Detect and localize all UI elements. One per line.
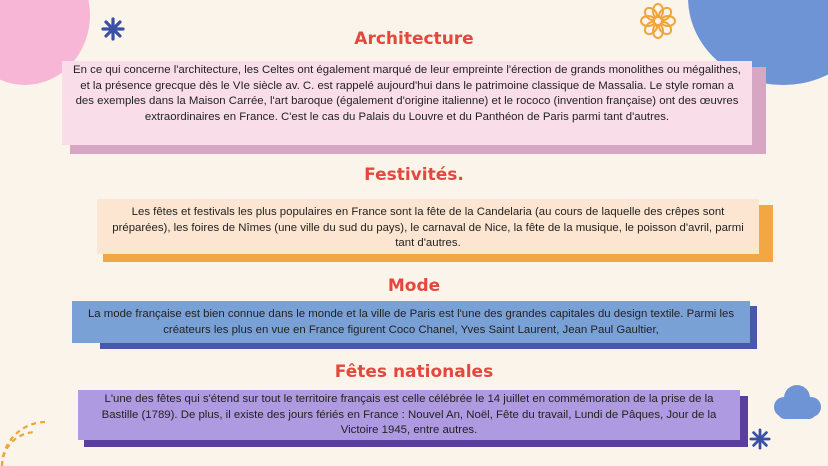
festivites-text-box: Les fêtes et festivals les plus populaires en France sont la fête de la Candelaria (au cours de laquelle des crêpes sont préparées), les foires de Nîmes (une ville du sud du pays), le carnaval de Nice, la fête de la musique, le poisson d'avril, parmi tant d'autres. [97, 199, 759, 254]
mode-text-box: La mode française est bien connue dans le monde et la ville de Paris est l'une des grandes capitales du design textile. Parmi les créateurs les plus en vue en France figurent Coco Chanel, Yves Saint Laurent, Jean Paul Gaultier, [72, 301, 750, 343]
heading-architecture: Architecture [354, 29, 474, 49]
fetes-nationales-text-box: L'une des fêtes qui s'étend sur tout le territoire français est celle célébrée le 14 juillet en commémoration de la prise de la Bastille (1789). De plus, il existe des jours fériés en France : Nouvel An, Noël, Fête du travail, Lundi de Pâques, Jour de la Victoire 1945, entre autres. [78, 390, 740, 440]
heading-festivites: Festivités. [364, 165, 464, 185]
architecture-text-box: En ce qui concerne l'architecture, les Celtes ont également marqué de leur empreinte l'érection de grands monolithes ou mégalithes, et la présence grecque dès le VIe siècle av. C. est rappelé aujourd'hui dans le patrimoine classique de Massalia. Le style roman a des exemples dans la Maison Carrée, l'art baroque (également d'origine italienne) et le rococo (invention française) ont des œuvres extraordinaires en France. C'est le cas du Palais du Louvre et du Panthéon de Paris parmi tant d'autres. [62, 61, 752, 145]
dashed-arc-icon [0, 408, 64, 466]
heading-mode: Mode [387, 276, 441, 296]
sparkle-star-icon [749, 428, 771, 450]
heading-fetes-nationales: Fêtes nationales [334, 362, 494, 382]
cloud-icon [770, 383, 824, 425]
